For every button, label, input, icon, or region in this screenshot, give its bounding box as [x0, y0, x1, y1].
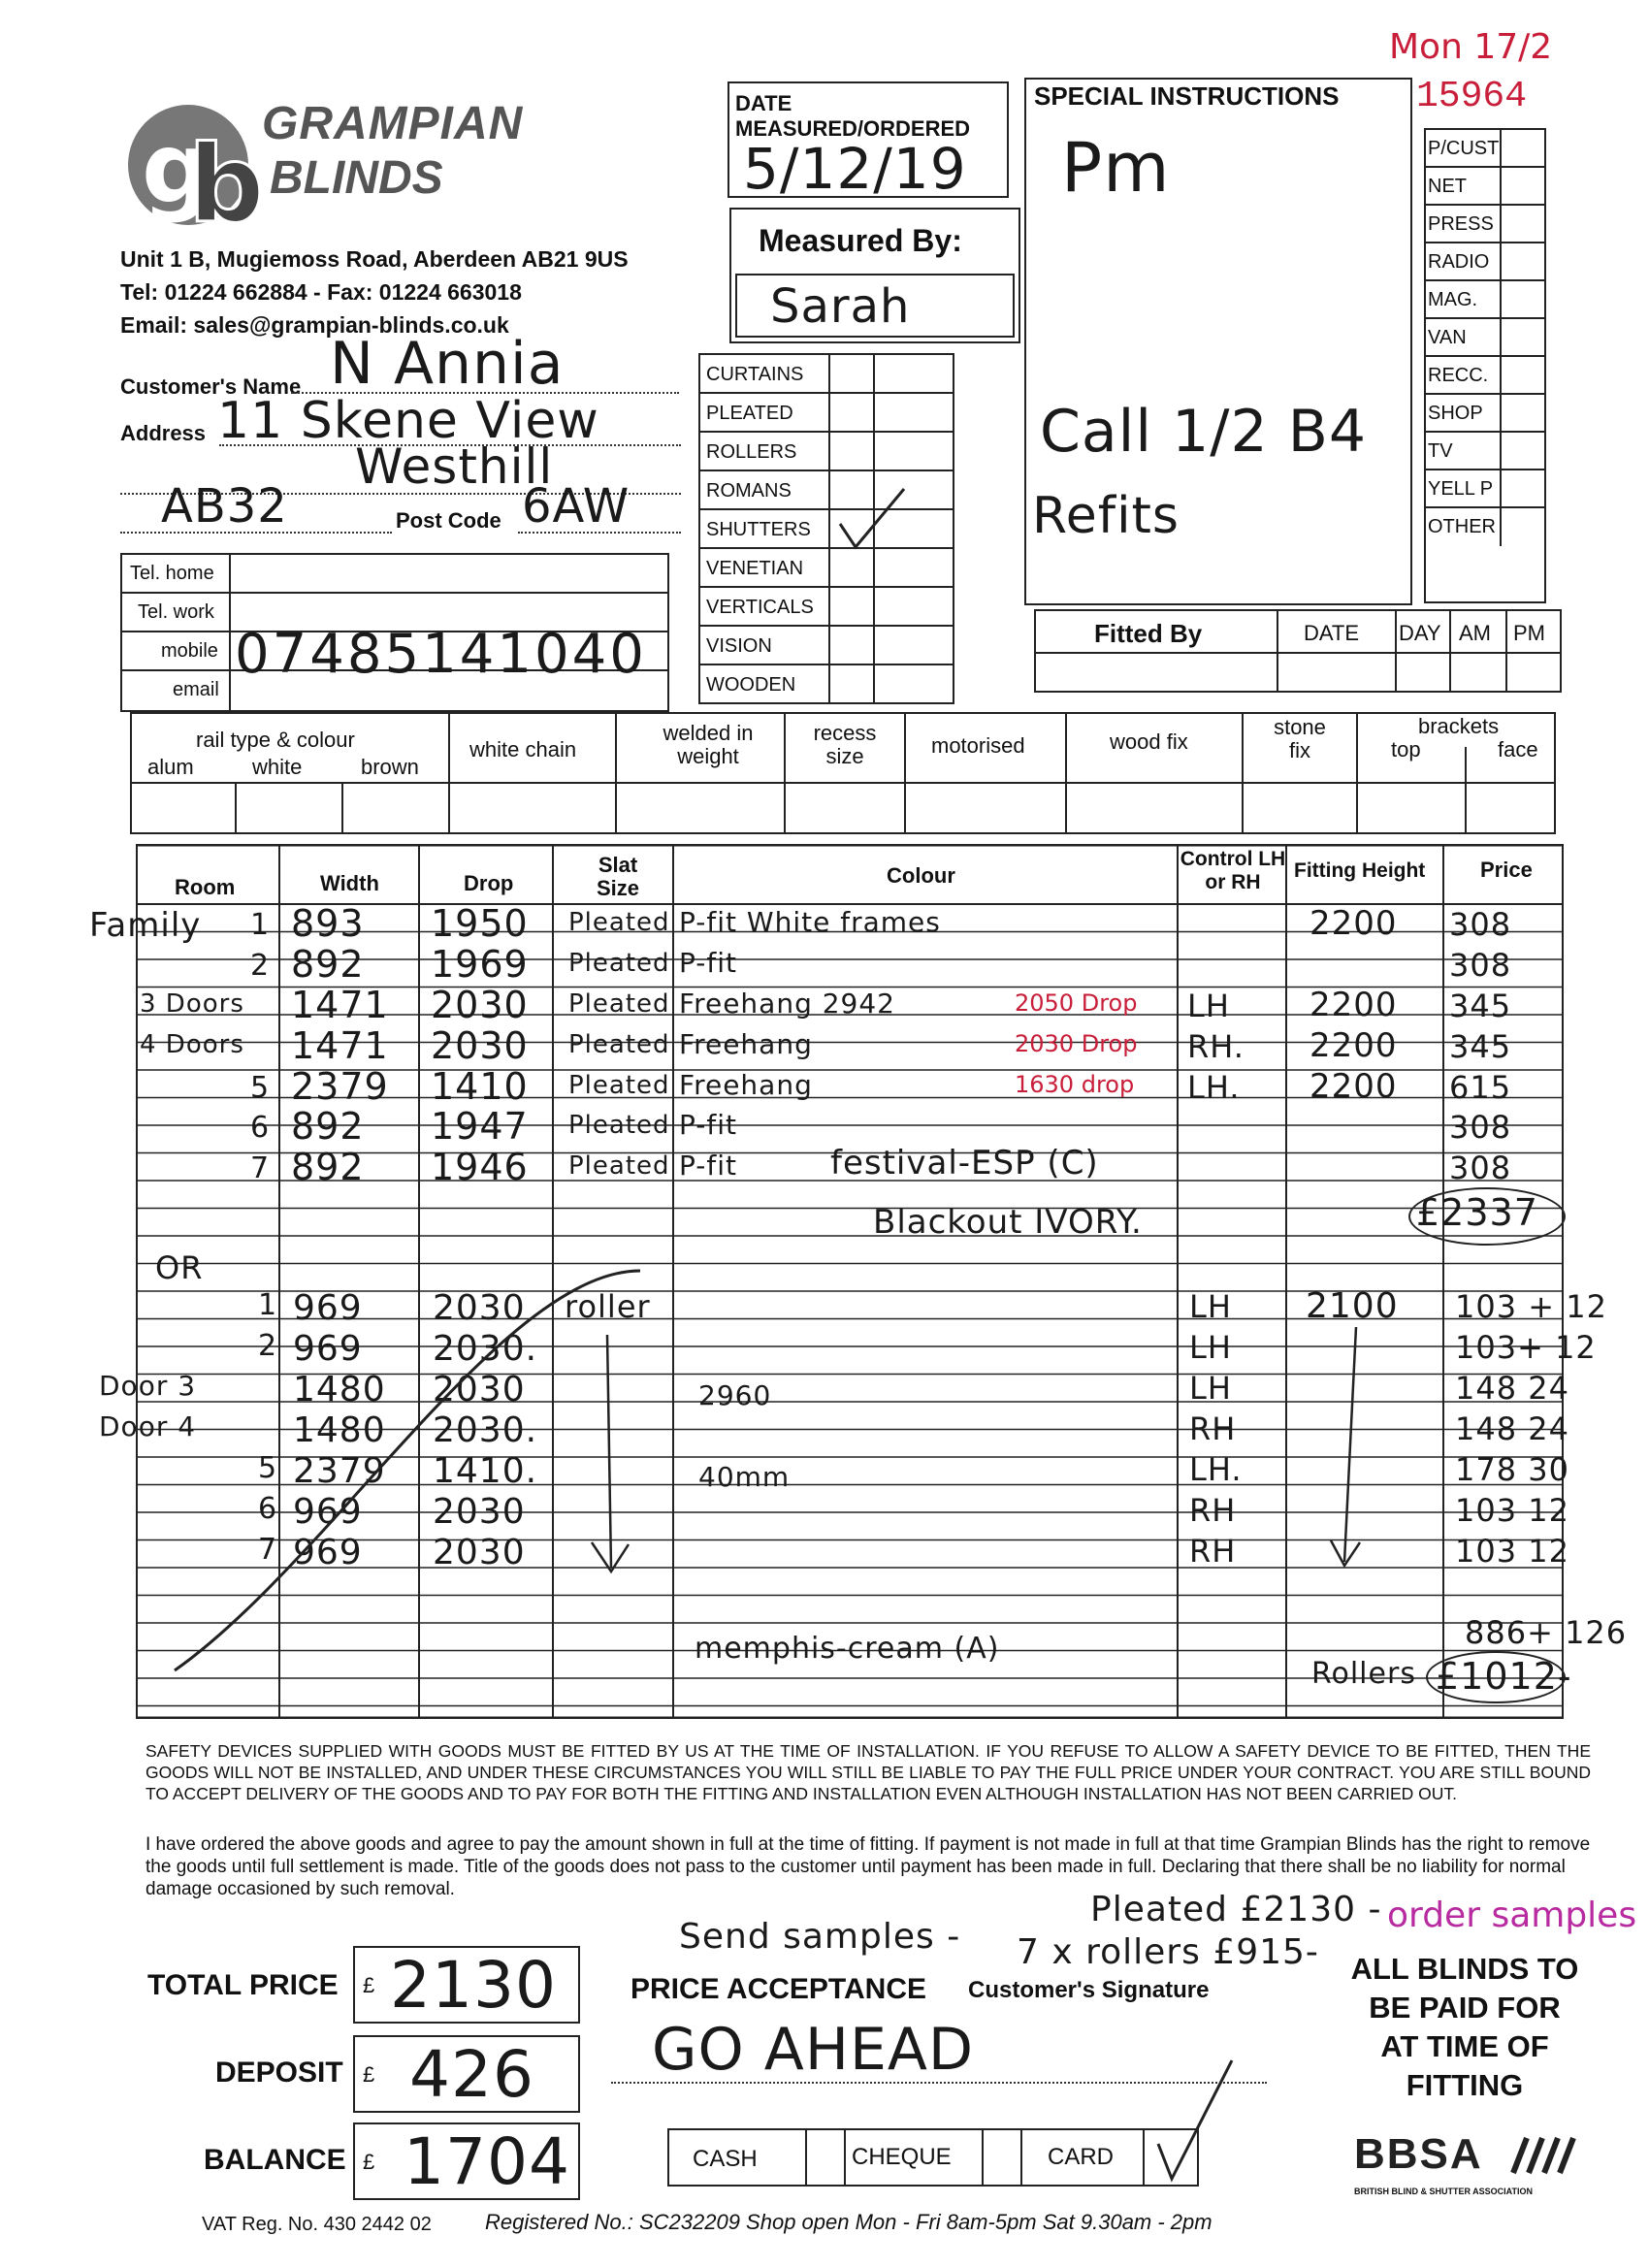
contact-box: [120, 553, 669, 712]
roller-room: 2: [258, 1329, 278, 1363]
roller-drop: 2030: [433, 1370, 526, 1409]
welded-weight-label: welded in weight: [663, 721, 754, 768]
pleated-price: 345: [1449, 1027, 1512, 1065]
pleated-width: 892: [291, 1105, 365, 1149]
source-item-label: OTHER: [1428, 516, 1496, 537]
strikethrough-marks: [136, 844, 1564, 1719]
bbsa-caption: BRITISH BLIND & SHUTTER ASSOCIATION: [1354, 2187, 1533, 2196]
roller-price: 148 24: [1455, 1370, 1569, 1407]
or-label: OR: [155, 1249, 204, 1286]
roller-room: 5: [258, 1451, 278, 1485]
pleated-room: 6: [250, 1111, 271, 1146]
pleated-colour: Freehang: [679, 1027, 813, 1060]
pleated-fitting-height: 2200: [1310, 904, 1398, 943]
roller-width: 969: [293, 1533, 363, 1572]
roller-control: RH: [1189, 1533, 1237, 1570]
pleated-drop: 1410: [431, 1064, 529, 1108]
payment-notice-line3: AT TIME OF: [1380, 2029, 1549, 2063]
pleated-control: LH: [1187, 987, 1230, 1024]
roller-subtotal: 886+ 126: [1465, 1614, 1628, 1651]
company-address: Unit 1 B, Mugiemoss Road, Aberdeen AB21 9US: [120, 246, 629, 272]
pleated-drop-note: 2050 Drop: [1015, 988, 1138, 1017]
date-measured-box: [728, 81, 1009, 202]
source-item-label: SHOP: [1428, 403, 1483, 424]
product-type-item[interactable]: [700, 588, 953, 627]
fitted-by-label: Fitted By: [1094, 619, 1203, 648]
roller-width: 1480: [293, 1410, 386, 1450]
shutters-check-mark: [834, 485, 912, 553]
company-email: Email: sales@grampian-blinds.co.uk: [120, 312, 509, 338]
special-instructions-note-pm: Pm: [1061, 128, 1171, 208]
special-instructions-note-refits: Refits: [1032, 487, 1180, 545]
note-order-samples: order samples: [1387, 1895, 1637, 1935]
pleated-price: 308: [1449, 946, 1512, 984]
special-instructions-box: [1024, 78, 1412, 605]
pleated-width: 1471: [291, 1023, 389, 1067]
pleated-colour: Freehang 2942: [679, 987, 895, 1020]
measured-by-value: Sarah: [770, 279, 911, 334]
pleated-slat: Pleated: [568, 1151, 670, 1182]
deposit-currency: £: [363, 2062, 375, 2087]
roller-drop: 2030.: [433, 1410, 538, 1450]
pleated-fitting-height: 2200: [1310, 1025, 1398, 1065]
rail-type-label: rail type & colour: [196, 728, 355, 752]
header-slat-size: Slat Size: [596, 853, 640, 900]
source-item[interactable]: [1426, 168, 1544, 206]
product-type-item[interactable]: [700, 627, 953, 665]
pleated-colour: P-fit White frames: [679, 906, 941, 938]
source-item[interactable]: [1426, 319, 1544, 357]
roller-control: RH: [1189, 1492, 1237, 1529]
pleated-slat: Pleated: [568, 1029, 670, 1059]
svg-text:g: g: [142, 112, 211, 225]
roller-drop: 2030: [433, 1533, 526, 1572]
options-box: [130, 712, 1556, 834]
pleated-width: 2379: [291, 1064, 389, 1108]
source-item-label: RADIO: [1428, 251, 1490, 273]
pleated-room: 7: [250, 1151, 271, 1186]
product-type-item[interactable]: [700, 394, 953, 433]
pleated-drop: 1947: [431, 1105, 529, 1149]
note-send-samples: Send samples -: [679, 1917, 961, 1957]
pleated-room: 1: [250, 908, 271, 942]
roller-room: Door 4: [99, 1410, 197, 1442]
email-label: email: [173, 679, 219, 700]
date-measured-label: DATE MEASURED/ORDERED: [735, 91, 971, 141]
roller-control: LH: [1189, 1288, 1232, 1325]
pleated-price: 615: [1449, 1068, 1512, 1106]
payment-cheque[interactable]: CHEQUE: [852, 2144, 952, 2170]
order-number: 15964: [1416, 76, 1528, 117]
stone-fix-label: stone fix: [1274, 715, 1326, 762]
pleated-width: 892: [291, 942, 365, 986]
pleated-drop: 1950: [431, 902, 529, 945]
mobile-value[interactable]: 07485141040: [235, 623, 647, 686]
handwritten-date-top: Mon 17/2: [1389, 27, 1553, 67]
pleated-drop: 2030: [431, 983, 529, 1026]
pleated-price: 308: [1449, 1150, 1512, 1187]
product-type-item[interactable]: [700, 665, 953, 704]
total-currency: £: [363, 1973, 375, 1997]
source-item[interactable]: [1426, 130, 1544, 168]
measured-by-field: [735, 274, 1015, 338]
source-item[interactable]: [1426, 395, 1544, 433]
roller-control: LH: [1189, 1370, 1232, 1407]
roller-price: 103 + 12: [1455, 1288, 1607, 1325]
pleated-fabric-note: festival-ESP (C): [830, 1144, 1099, 1183]
source-item-label: NET: [1428, 176, 1467, 197]
pleated-drop: 1946: [431, 1146, 529, 1189]
source-item[interactable]: [1426, 281, 1544, 319]
pleated-width: 893: [291, 902, 365, 945]
rollers-label: Rollers: [1311, 1657, 1416, 1691]
fitted-am-label: AM: [1459, 621, 1491, 645]
customer-signature-label: Customer's Signature: [968, 1977, 1210, 2003]
source-item-label: MAG.: [1428, 289, 1478, 310]
header-control: Control LH or RH: [1180, 848, 1286, 893]
fitted-by-box: [1034, 609, 1562, 693]
wood-fix-label: wood fix: [1110, 729, 1188, 754]
pleated-room: 4 Doors: [140, 1029, 244, 1059]
payment-notice-line2: BE PAID FOR: [1369, 1991, 1561, 2025]
pleated-drop-note: 2030 Drop: [1015, 1029, 1138, 1057]
deposit-box: [353, 2035, 580, 2113]
header-width: Width: [320, 871, 379, 895]
brackets-face-label: face: [1498, 737, 1538, 761]
roller-price: 103 12: [1455, 1492, 1569, 1529]
pleated-slat: Pleated: [568, 1070, 670, 1100]
brown-label: brown: [361, 755, 419, 779]
roller-control: LH.: [1189, 1451, 1243, 1488]
customer-signature[interactable]: GO AHEAD: [652, 2016, 975, 2084]
product-type-item[interactable]: [700, 549, 953, 588]
roller-width: 969: [293, 1492, 363, 1532]
pleated-slat: Pleated: [568, 988, 670, 1019]
product-type-label: PLEATED: [706, 403, 793, 424]
roller-colour: 2960: [698, 1379, 772, 1411]
tel-work-label: Tel. work: [138, 601, 214, 623]
balance-label: BALANCE: [204, 2144, 346, 2176]
rollers-total: £1012-: [1436, 1655, 1572, 1698]
svg-text:b: b: [188, 122, 265, 233]
fitted-pm-label: PM: [1513, 621, 1545, 645]
product-type-label: ROMANS: [706, 480, 792, 502]
deposit-value[interactable]: 426: [409, 2037, 534, 2112]
source-item[interactable]: [1426, 433, 1544, 470]
total-price-label: TOTAL PRICE: [147, 1969, 339, 2001]
registered-info: Registered No.: SC232209 Shop open Mon - Fri 8am-5pm Sat 9.30am - 2pm: [485, 2210, 1212, 2234]
card-check-mark: [1150, 2057, 1238, 2192]
note-pleated-total: Pleated £2130 -: [1090, 1890, 1382, 1929]
header-price: Price: [1480, 858, 1533, 882]
header-room: Room: [175, 875, 236, 899]
product-type-item[interactable]: [700, 471, 953, 510]
product-type-item[interactable]: [700, 510, 953, 549]
source-item-label: RECC.: [1428, 365, 1489, 386]
customer-name-label: Customer's Name: [120, 374, 302, 399]
source-item-label: P/CUST: [1428, 138, 1500, 159]
source-item-label: VAN: [1428, 327, 1467, 348]
motorised-label: motorised: [931, 733, 1025, 758]
pleated-price: 308: [1449, 1109, 1512, 1147]
pleated-slat: Pleated: [568, 1111, 670, 1141]
roller-price: 178 30: [1455, 1451, 1569, 1488]
special-instructions-label: SPECIAL INSTRUCTIONS: [1034, 81, 1340, 111]
balance-currency: £: [363, 2150, 375, 2174]
pleated-width: 892: [291, 1146, 365, 1189]
product-type-label: VERTICALS: [706, 597, 814, 618]
roller-control: RH: [1189, 1410, 1237, 1447]
alum-label: alum: [147, 755, 194, 779]
total-price-value[interactable]: 2130: [390, 1948, 557, 2023]
roller-control: LH: [1189, 1329, 1232, 1366]
company-phone: Tel: 01224 662884 - Fax: 01224 663018: [120, 279, 522, 305]
safety-disclaimer: SAFETY DEVICES SUPPLIED WITH GOODS MUST BE FITTED BY US AT THE TIME OF INSTALLATION. IF YOU REFUSE TO ALLOW A SAFETY DEVICE TO BE FITTED, THEN THE GOODS WILL NOT BE INSTALLED, AND UNDER THESE CIRCUMSTANCES YOU WILL STILL BE LIABLE TO PAY THE FULL PRICE UNDER YOUR CONTRACT. YOU ARE STILL BOUND TO ACCEPT DELIVERY OF THE GOODS AND TO PAY FOR BOTH THE FITTING AND INSTALLATION EVEN ALTHOUGH INSTALLATION HAS NOT BEEN CARRIED OUT.: [146, 1741, 1591, 1803]
header-drop: Drop: [464, 871, 514, 895]
header-fitting-height: Fitting Height: [1294, 859, 1426, 882]
pleated-colour: P-fit: [679, 946, 737, 979]
address-value-3[interactable]: AB32: [161, 479, 288, 534]
product-type-label: ROLLERS: [706, 441, 797, 463]
pleated-drop-note: 1630 drop: [1015, 1070, 1135, 1098]
pleated-slat: Pleated: [568, 908, 670, 937]
roller-room: Door 3: [99, 1370, 197, 1402]
pleated-total: £2337: [1416, 1191, 1538, 1234]
roller-drop: 2030: [433, 1492, 526, 1532]
payment-notice-line1: ALL BLINDS TO: [1350, 1952, 1579, 1986]
roller-drop: 1410.: [433, 1451, 538, 1491]
pleated-width: 1471: [291, 983, 389, 1026]
roller-width: 969: [293, 1288, 363, 1328]
measured-by-label: Measured By:: [759, 223, 962, 258]
source-item[interactable]: [1426, 206, 1544, 243]
product-type-label: VISION: [706, 635, 772, 657]
company-name-line2: BLINDS: [270, 152, 443, 204]
balance-box: [353, 2122, 580, 2200]
measured-by-box: [729, 208, 1020, 343]
source-item[interactable]: [1426, 243, 1544, 281]
total-price-box: [353, 1946, 580, 2024]
company-logo: [120, 97, 266, 233]
customer-name-value[interactable]: N Annia: [330, 330, 565, 398]
roller-room: 7: [258, 1533, 278, 1567]
special-instructions-note-call: Call 1/2 B4: [1040, 398, 1368, 466]
pleated-room: 5: [250, 1070, 271, 1105]
pleated-colour: P-fit: [679, 1150, 737, 1183]
room-group-label: Family: [89, 906, 202, 945]
header-colour: Colour: [887, 863, 955, 888]
product-type-item[interactable]: [700, 433, 953, 471]
source-item[interactable]: [1426, 508, 1544, 546]
roller-drop: 2030.: [433, 1329, 538, 1369]
roller-width: 1480: [293, 1370, 386, 1409]
price-acceptance-label: PRICE ACCEPTANCE: [630, 1973, 927, 2005]
roller-price: 103 12: [1455, 1533, 1569, 1570]
payment-notice-line4: FITTING: [1406, 2068, 1524, 2102]
address-value-2[interactable]: Westhill: [355, 438, 554, 495]
date-measured-value: 5/12/19: [743, 136, 967, 202]
pleated-colour: Freehang: [679, 1068, 813, 1101]
source-item-label: TV: [1428, 440, 1453, 462]
agreement-text: I have ordered the above goods and agree to pay the amount shown in full at the time of fitting. If payment is not made in full at that time Grampian Blinds has the right to remove the goods until full settlement is made. Title of the goods does not pass to the customer until payment has been made in full. Declaring that there shall be no liability for normal damage occasioned by such removal.: [146, 1834, 1591, 1899]
pleated-slat: Pleated: [568, 948, 670, 978]
product-type-label: CURTAINS: [706, 364, 804, 385]
white-label: white: [252, 755, 303, 779]
roller-width: 969: [293, 1329, 363, 1369]
source-item-label: PRESS: [1428, 213, 1494, 235]
tel-home-label: Tel. home: [130, 563, 214, 584]
mobile-label: mobile: [161, 640, 218, 662]
recess-size-label: recess size: [813, 721, 877, 768]
roller-colour: 40mm: [698, 1461, 791, 1493]
payment-cash[interactable]: CASH: [693, 2146, 758, 2172]
roller-price: 148 24: [1455, 1410, 1569, 1447]
pleated-control: LH.: [1187, 1068, 1241, 1106]
vat-number: VAT Reg. No. 430 2442 02: [202, 2214, 432, 2235]
payment-notice: [1319, 1950, 1610, 2105]
product-type-label: VENETIAN: [706, 558, 804, 579]
roller-colour-name: memphis-cream (A): [695, 1632, 1000, 1666]
brackets-label: brackets: [1418, 714, 1500, 738]
roller-slat: roller: [565, 1288, 651, 1325]
roller-room: 6: [258, 1492, 278, 1526]
pleated-colour-line2: Blackout IVORY.: [873, 1203, 1143, 1242]
brackets-top-label: top: [1391, 737, 1421, 761]
payment-method-box: [667, 2128, 1199, 2187]
product-type-label: WOODEN: [706, 674, 796, 696]
pleated-control: RH.: [1187, 1027, 1245, 1065]
roller-price: 103+ 12: [1455, 1329, 1597, 1366]
balance-value[interactable]: 1704: [404, 2124, 570, 2199]
address-label: Address: [120, 421, 207, 445]
roller-drop: 2030: [433, 1288, 526, 1328]
fitted-date-label: DATE: [1304, 621, 1360, 645]
source-item[interactable]: [1426, 470, 1544, 508]
postcode-value[interactable]: 6AW: [522, 479, 630, 534]
pleated-price: 308: [1449, 906, 1512, 943]
bbsa-logo: BBSA: [1354, 2130, 1483, 2178]
order-table-rows: [89, 844, 1628, 1719]
fitted-day-label: DAY: [1399, 621, 1441, 645]
pleated-price: 345: [1449, 987, 1512, 1024]
pleated-fitting-height: 2200: [1310, 1066, 1398, 1106]
address-value-1[interactable]: 11 Skene View: [217, 392, 599, 450]
note-rollers-total: 7 x rollers £915-: [1017, 1932, 1319, 1972]
bbsa-stripes-icon: [1509, 2134, 1577, 2177]
company-name-line1: GRAMPIAN: [262, 98, 524, 149]
source-item[interactable]: [1426, 357, 1544, 395]
product-type-label: SHUTTERS: [706, 519, 811, 540]
pleated-room: 3 Doors: [140, 988, 244, 1019]
roller-width: 2379: [293, 1451, 386, 1491]
roller-fitting-height: 2100: [1306, 1286, 1399, 1326]
white-chain-label: white chain: [469, 737, 577, 761]
postcode-label: Post Code: [396, 508, 501, 533]
pleated-colour: P-fit: [679, 1109, 737, 1142]
pleated-fitting-height: 2200: [1310, 985, 1398, 1024]
pleated-room: 2: [250, 948, 271, 983]
product-type-item[interactable]: [700, 355, 953, 394]
pleated-drop: 2030: [431, 1023, 529, 1067]
deposit-label: DEPOSIT: [215, 2057, 343, 2089]
payment-card[interactable]: CARD: [1048, 2144, 1115, 2170]
roller-room: 1: [258, 1288, 278, 1322]
source-item-label: YELL P: [1428, 478, 1494, 500]
pleated-drop: 1969: [431, 942, 529, 986]
